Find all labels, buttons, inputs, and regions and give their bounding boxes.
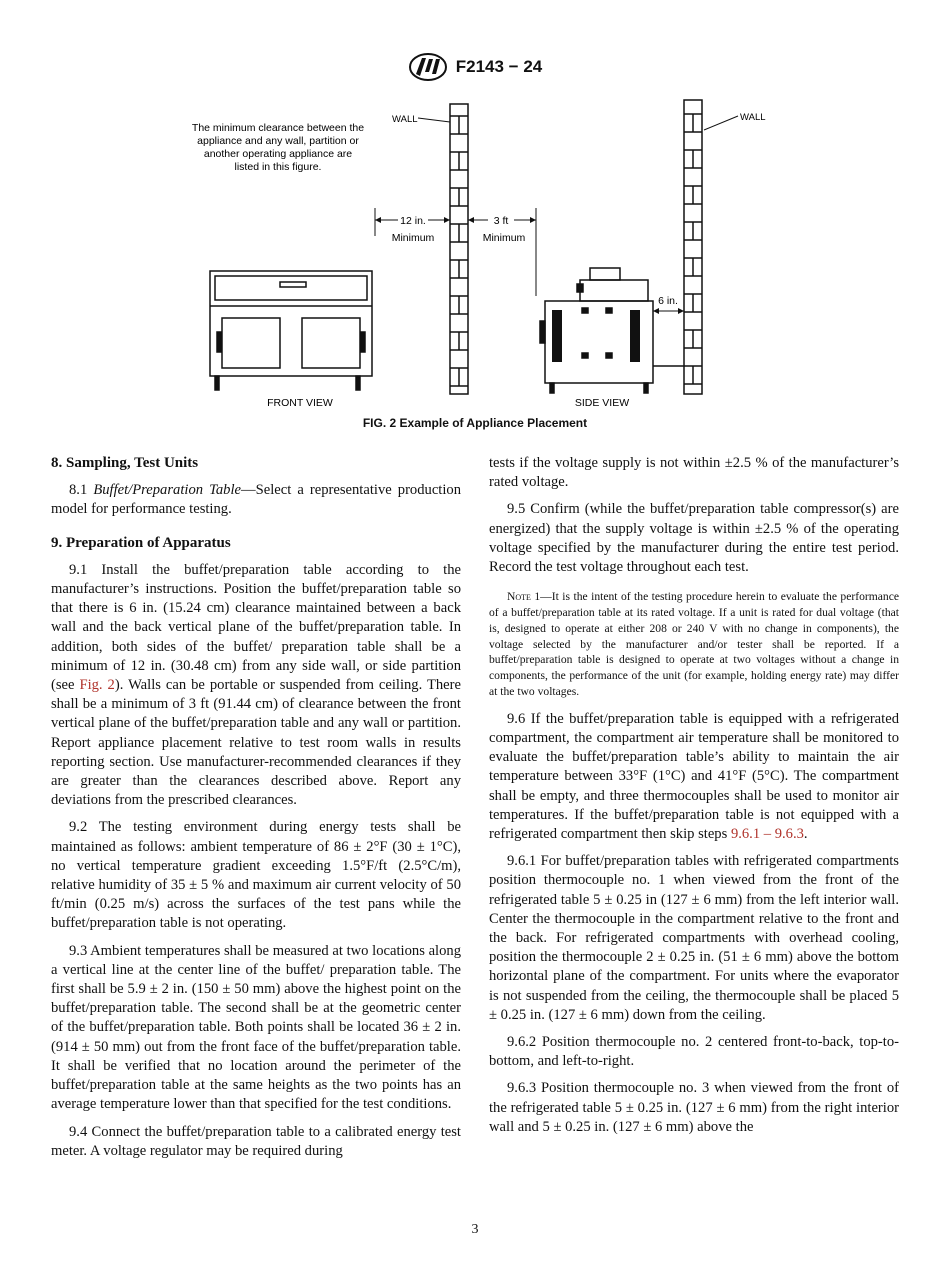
front-view-label: FRONT VIEW	[267, 397, 333, 409]
paragraph-9-6-2: 9.6.2 Position thermocouple no. 2 centered front-to-back, top-to-bottom, and left-to-right.	[489, 1034, 899, 1070]
paragraph-9-5: 9.5 Confirm (while the buffet/preparation table compressor(s) are energized) that the supply voltage is within ±2.5 % of the operating voltage specified by the manufacturer during the entire test period. Record the test voltage throughout each test.	[489, 501, 899, 576]
dim-12-in: 12 in.	[400, 215, 426, 227]
figure-caption: FIG. 2 Example of Appliance Placement	[362, 416, 588, 430]
dim-3-ft-min: Minimum	[482, 232, 526, 244]
page-number: 3	[471, 1222, 479, 1237]
astm-logo-icon	[408, 52, 448, 82]
left-column	[51, 454, 461, 1169]
paragraph-9-3: 9.3 Ambient temperatures shall be measured at two locations along a vertical line at the center line of the buffet/ preparation table. The first shall be 5.9 ± 2 in. (150 ± 50 mm) above the highest point on the buffet/preparation table. The second shall be at the geometric center of the buffet/preparation table. Both points shall be located 36 ± 2 in. (914 ± 50 mm) out from the front face of the buffet/preparation table. It shall be verified that no location around the perimeter of the buffet/preparation table at the same heights as the two points has an average temperature lower than that specified for the test conditions.	[51, 942, 461, 1113]
front-view-appliance	[210, 271, 372, 390]
paragraph-9-1: 9.1 Install the buffet/preparation table according to the manufacturer’s instructions. Position the buffet/preparation table so that there is 6 in. (15.24 cm) clearance maintained between a back wall and the back vertical plane of the buffet/preparation table. In addition, both sides of the buffet/ preparation table shall be a minimum of 12 in. (30.48 cm) from any side wall, or side partition (see Fig. 2). Walls can be portable or suspended from ceiling. There shall be a minimum of 3 ft (91.44 cm) of clearance between the front vertical plane of the buffet/preparation table and any wall or partition. Report appliance placement relative to test room walls in results reporting section. Use manufacturer-recommended clearances if they are greater than the clearances described above. Report any deviations from the prescribed clearances.	[51, 561, 461, 809]
right-column	[489, 454, 899, 1145]
page-header	[0, 52, 950, 82]
wall-label-left: WALL	[392, 114, 418, 125]
figure-callout-line-4: listed in this figure.	[234, 161, 322, 173]
buffet-table-term: Buffet/Preparation Table	[93, 482, 242, 499]
section-9-heading: 9. Preparation of Apparatus	[51, 534, 231, 551]
paragraph-9-6-1: 9.6.1 For buffet/preparation tables with refrigerated compartments position thermocouple no. 1 when viewed from the front of the refrigerated table 5 ± 0.25 in (127 ± 6 mm) from the left interior wall. Center the thermocouple in the compartment relative to the front and the back. For refrigerated compartments with overhead cooling, position the thermocouple 2 ± 0.25 in. (51 ± 6 mm) above the bottom horizontal plane of the compartment. For units where the evaporator is not suspended from the ceiling, the thermocouple shall be placed 5 ± 0.25 in. (127 ± 6 mm) down from the ceiling.	[489, 853, 899, 1023]
steps-9-6-1-9-6-3-link[interactable]: 9.6.1 – 9.6.3	[730, 826, 804, 843]
right-wall	[684, 100, 702, 394]
side-view-appliance	[540, 268, 684, 393]
center-wall	[450, 104, 468, 394]
figure-callout-line-2: appliance and any wall, partition or	[197, 135, 359, 147]
paragraph-9-6: 9.6 If the buffet/preparation table is equipped with a refrigerated compartment, the compartment air temperature shall be monitored to evaluate the buffet/preparation table’s ability to maintain the air temperature between 33°F (1°C) and 41°F (5°C). The compartment shall be empty, and three thermocouples shall be used to monitor air temperatures. If the buffet/preparation table is not equipped with a refrigerated compartment then skip steps 9.6.1 – 9.6.3.	[489, 710, 899, 843]
appliance-placement-figure	[170, 96, 780, 416]
fig-2-link[interactable]: Fig. 2	[79, 677, 115, 694]
note-1: Note 1—It is the intent of the testing procedure herein to evaluate the performance of a buffet/preparation table at its rated voltage. If a unit is rated for dual voltage (that is, designed to operate at either 208 or 240 V with no change in components), the voltage selected by the manufacturer and/or tester shall be reported. If a buffet/preparation table is designed to operate at two voltages without a change in components, the performance of the unit (for example, holding energy rate) may differ at the two voltages.	[489, 590, 899, 698]
standard-designation: F2143 − 24	[455, 57, 543, 76]
dim-6-in: 6 in.	[658, 295, 678, 307]
note-label: Note 1	[507, 590, 541, 604]
paragraph-9-2: 9.2 The testing environment during energy tests shall be maintained as follows: ambient temperature of 86 ± 2°F (30 ± 1°C), no vertical temperature gradient exceeding 1.5°F/ft (2.5°C/m), relative humidity of 35 ± 5 % and maximum air current velocity of 50 ft/min (0.25 m/s) across the surfaces of the test pans while the buffet/preparation table is not operating.	[51, 819, 461, 932]
wall-label-right: WALL	[740, 112, 766, 123]
figure-callout-line-3: another operating appliance are	[203, 148, 353, 160]
dim-3-ft: 3 ft	[493, 215, 509, 227]
section-8-heading: 8. Sampling, Test Units	[51, 455, 199, 471]
figure-callout-line-1: The minimum clearance between the	[191, 122, 365, 134]
paragraph-9-6-3: 9.6.3 Position thermocouple no. 3 when viewed from the front of the refrigerated table 5 ± 0.25 in. (127 ± 6 mm) from the right interior wall and 5 ± 0.25 in. (127 ± 6 mm) above the	[489, 1080, 899, 1135]
paragraph-9-4: 9.4 Connect the buffet/preparation table to a calibrated energy test meter. A voltage regulator may be required during	[51, 1123, 461, 1159]
dim-12-min: Minimum	[391, 232, 435, 244]
paragraph-9-4-continued: tests if the voltage supply is not within ±2.5 % of the manufacturer’s rated voltage.	[489, 455, 899, 491]
paragraph-8-1: 8.1 Buffet/Preparation Table—Select a representative production model for performance testing.	[51, 482, 462, 518]
side-view-label: SIDE VIEW	[574, 397, 630, 409]
